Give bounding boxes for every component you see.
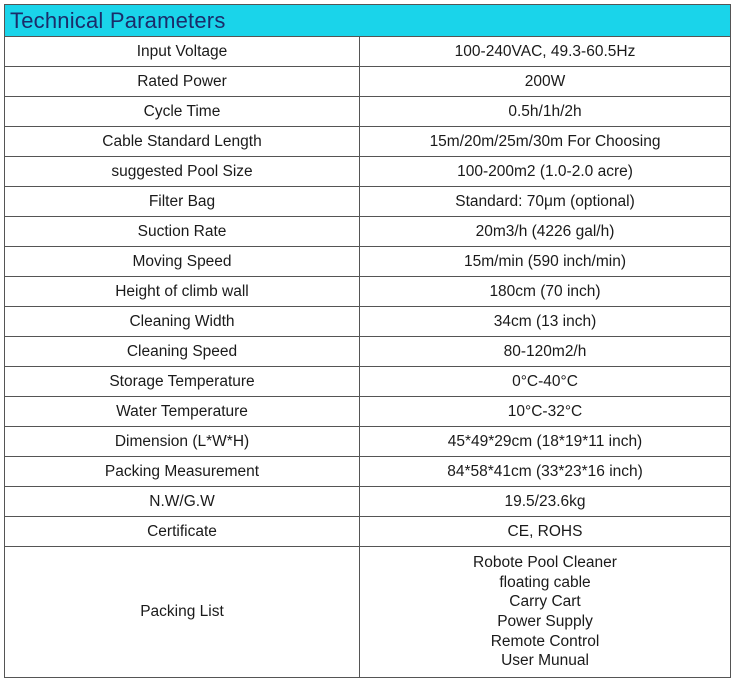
param-label: Height of climb wall — [5, 277, 360, 307]
table-row — [5, 397, 731, 427]
list-item: floating cable — [499, 573, 591, 591]
table-row — [5, 217, 731, 247]
list-item: Carry Cart — [509, 593, 581, 611]
param-value: 84*58*41cm (33*23*16 inch) — [360, 457, 731, 487]
param-label: Water Temperature — [5, 397, 360, 427]
param-value: 100-240VAC, 49.3-60.5Hz — [360, 37, 731, 67]
param-label: Cycle Time — [5, 97, 360, 127]
param-label: suggested Pool Size — [5, 157, 360, 187]
technical-parameters-table — [4, 4, 731, 678]
table-row — [5, 247, 731, 277]
param-label: Input Voltage — [5, 37, 360, 67]
param-value: 15m/20m/25m/30m For Choosing — [360, 127, 731, 157]
param-value: 0°C-40°C — [360, 367, 731, 397]
table-header-row — [5, 5, 731, 37]
list-item: Robote Pool Cleaner — [473, 554, 617, 572]
table-row — [5, 367, 731, 397]
param-label: Cable Standard Length — [5, 127, 360, 157]
table-row — [5, 337, 731, 367]
table-row — [5, 67, 731, 97]
param-value: Standard: 70μm (optional) — [360, 187, 731, 217]
param-label: Cleaning Width — [5, 307, 360, 337]
packing-list-row — [5, 547, 731, 678]
list-item: User Munual — [501, 652, 589, 670]
list-item: Power Supply — [497, 613, 593, 630]
param-label: Storage Temperature — [5, 367, 360, 397]
param-label: Cleaning Speed — [5, 337, 360, 367]
param-value: 180cm (70 inch) — [360, 277, 731, 307]
param-label: Dimension (L*W*H) — [5, 427, 360, 457]
table-row — [5, 457, 731, 487]
param-value: 0.5h/1h/2h — [360, 97, 731, 127]
table-body — [5, 37, 731, 678]
param-value: 45*49*29cm (18*19*11 inch) — [360, 427, 731, 457]
param-value: 19.5/23.6kg — [360, 487, 731, 517]
param-value: 10°C-32°C — [360, 397, 731, 427]
table-row — [5, 517, 731, 547]
param-value: 200W — [360, 67, 731, 97]
table-row — [5, 487, 731, 517]
param-label: Suction Rate — [5, 217, 360, 247]
param-label: Filter Bag — [5, 187, 360, 217]
param-label: N.W/G.W — [5, 487, 360, 517]
packing-list-items — [360, 547, 731, 678]
table-row — [5, 157, 731, 187]
param-value: 34cm (13 inch) — [360, 307, 731, 337]
table-row — [5, 127, 731, 157]
param-value: 15m/min (590 inch/min) — [360, 247, 731, 277]
table-row — [5, 37, 731, 67]
table-row — [5, 187, 731, 217]
table-row — [5, 307, 731, 337]
list-item: Remote Control — [490, 632, 600, 650]
table-row — [5, 427, 731, 457]
param-label: Packing List — [5, 547, 360, 678]
param-value: CE, ROHS — [360, 517, 731, 547]
param-label: Moving Speed — [5, 247, 360, 277]
packing-list — [360, 553, 730, 671]
param-label: Certificate — [5, 517, 360, 547]
table-title: Technical Parameters — [5, 5, 731, 37]
param-value: 80-120m2/h — [360, 337, 731, 367]
param-label: Packing Measurement — [5, 457, 360, 487]
table-row — [5, 97, 731, 127]
table-row — [5, 277, 731, 307]
param-value: 100-200m2 (1.0-2.0 acre) — [360, 157, 731, 187]
param-label: Rated Power — [5, 67, 360, 97]
param-value: 20m3/h (4226 gal/h) — [360, 217, 731, 247]
